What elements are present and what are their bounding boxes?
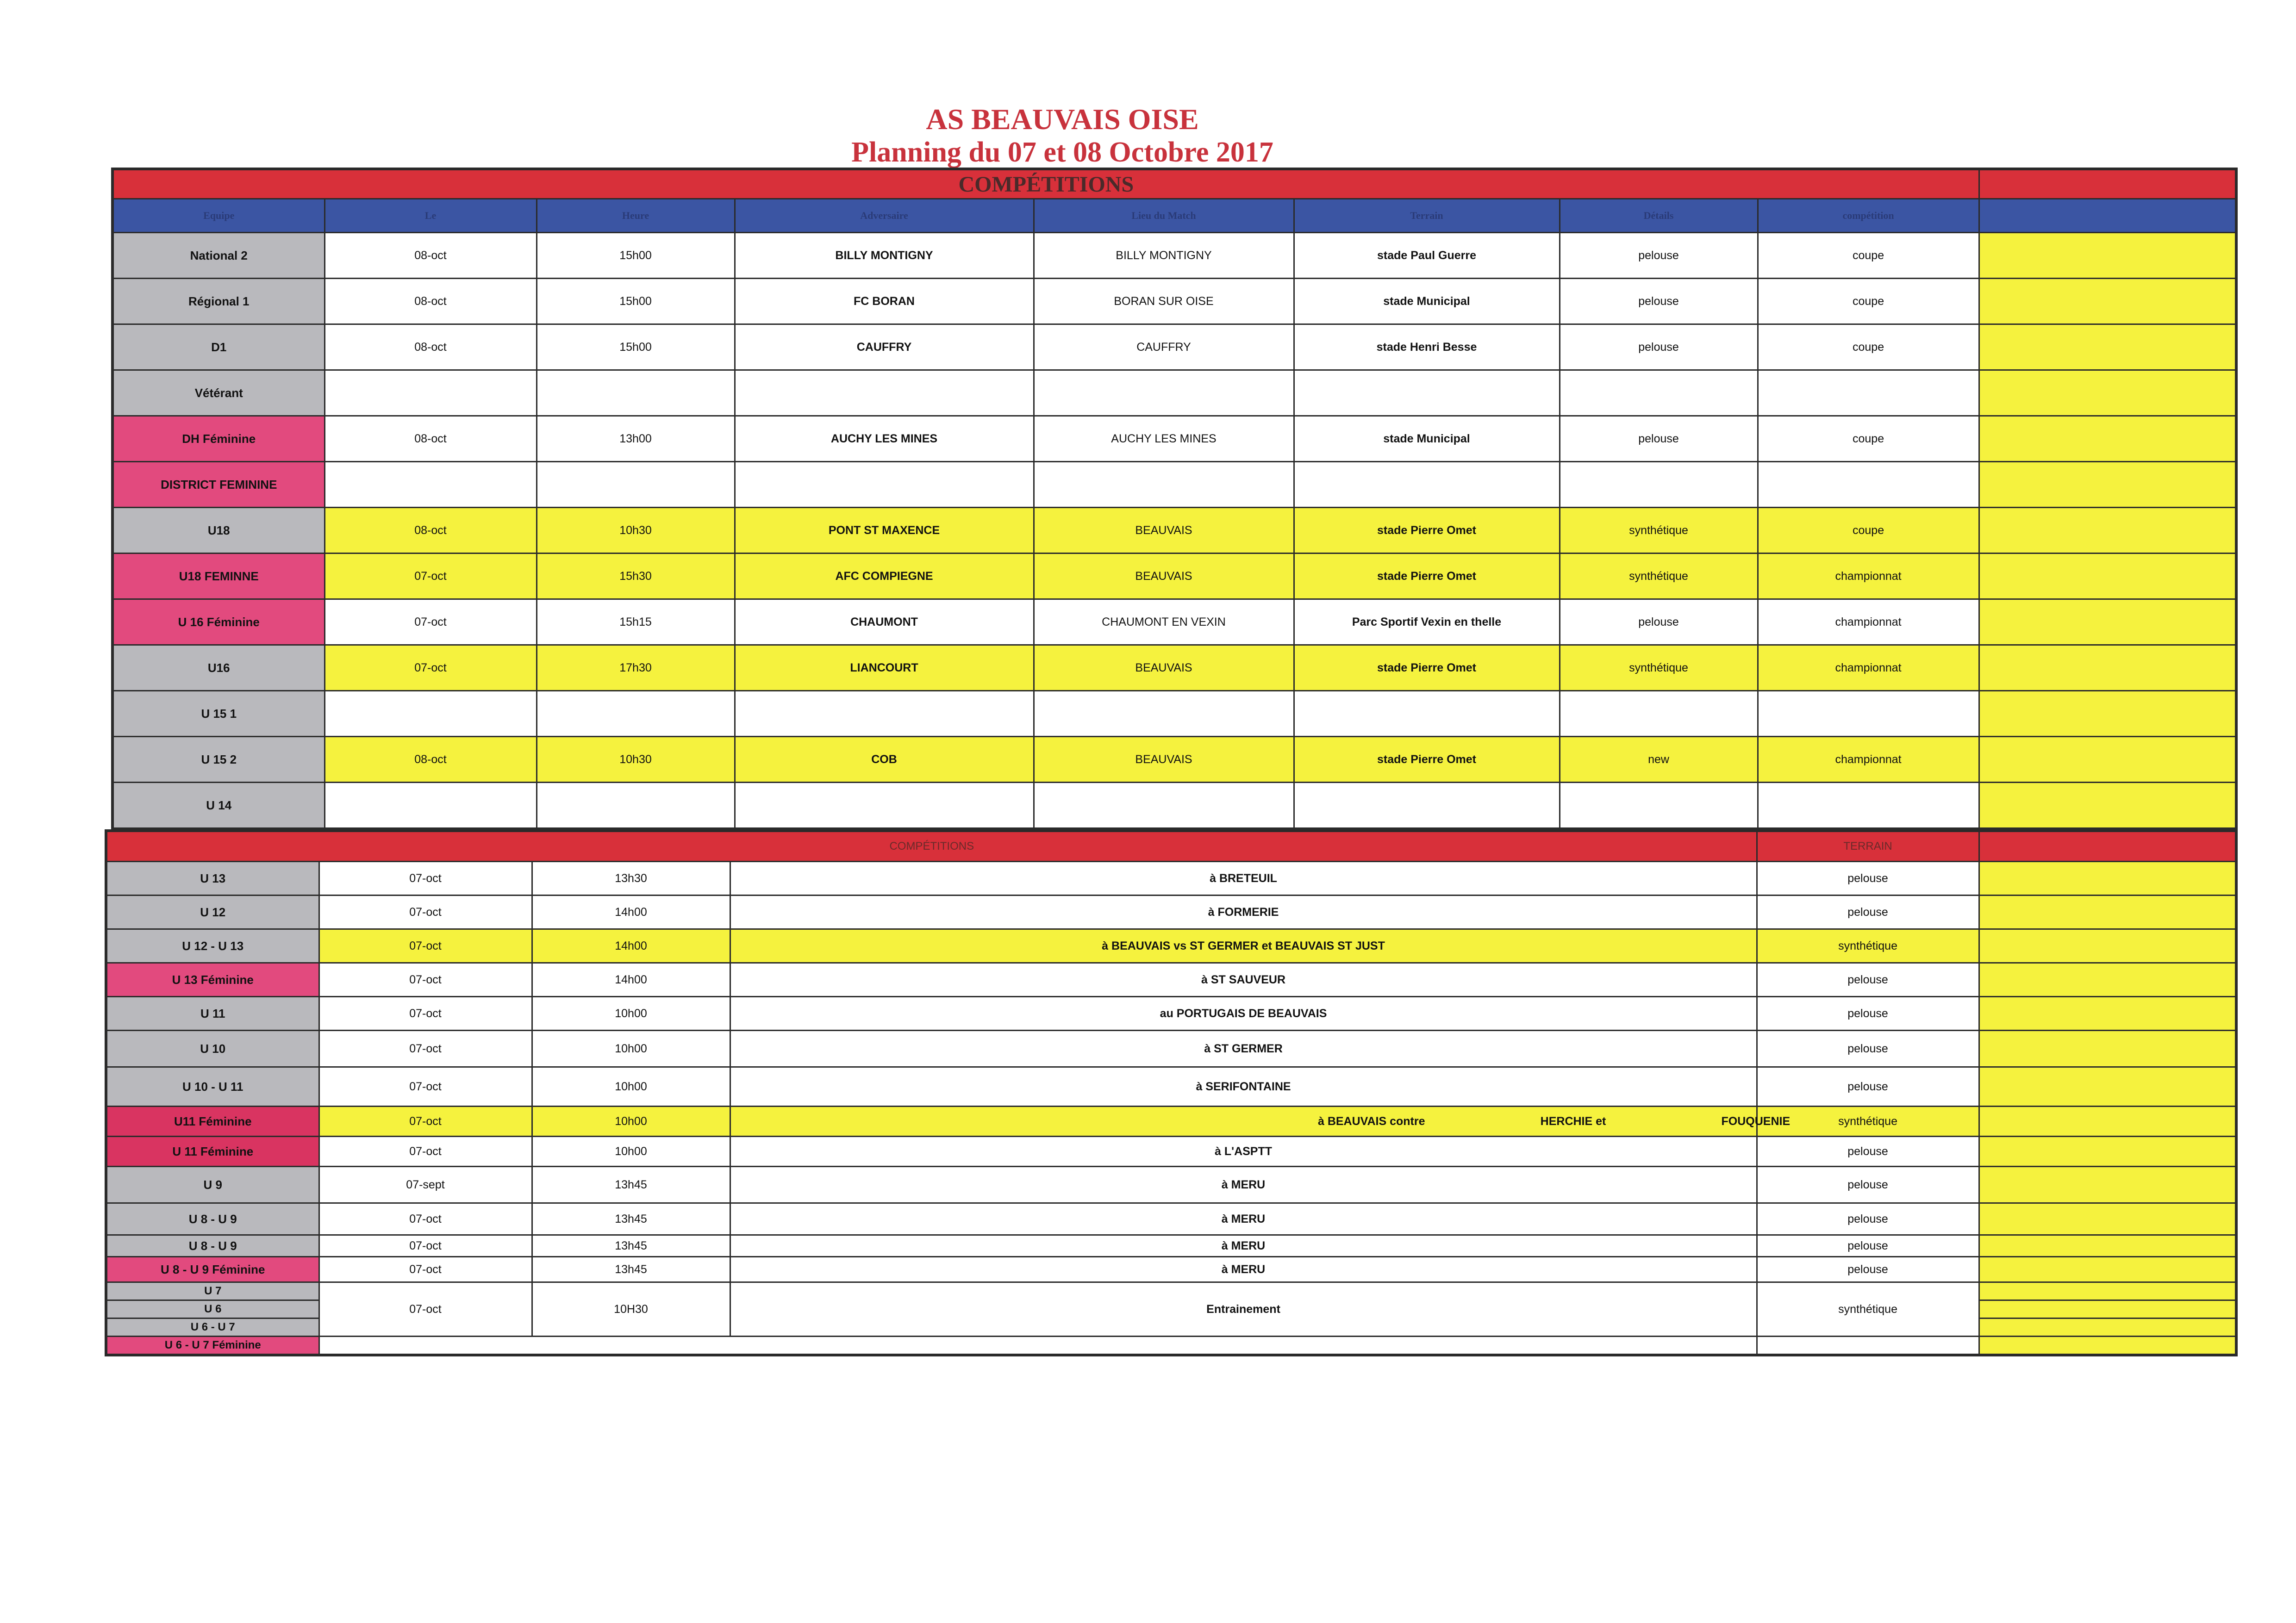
team-cell: U 10: [106, 1031, 319, 1067]
activity-row: [106, 929, 2236, 963]
competition-cell: coupe: [1758, 324, 1979, 370]
time-cell: 13h30: [532, 862, 730, 895]
info-part-1: à BEAUVAIS contre: [1317, 1114, 1425, 1128]
field-cell: stade Paul Guerre: [1294, 233, 1560, 279]
time-cell: 15h00: [537, 233, 735, 279]
opponent-cell: AFC COMPIEGNE: [735, 553, 1034, 599]
terrain-cell: pelouse: [1757, 1257, 1979, 1282]
highlight-cell: [1979, 324, 2236, 370]
info-cell: à SERIFONTAINE: [730, 1067, 1757, 1107]
match-row: [112, 783, 2236, 829]
opponent-cell: LIANCOURT: [735, 645, 1034, 691]
opponent-cell: BILLY MONTIGNY: [735, 233, 1034, 279]
team-cell: U 11: [106, 997, 319, 1031]
detail-cell: synthétique: [1560, 645, 1758, 691]
time-cell: 10h00: [532, 997, 730, 1031]
team-cell: DH Féminine: [112, 416, 324, 462]
team-cell: DISTRICT FEMININE: [112, 462, 324, 508]
info-cell: à L'ASPTT: [730, 1137, 1757, 1167]
place-cell: BEAUVAIS: [1034, 645, 1294, 691]
time-cell: 14h00: [532, 963, 730, 997]
activity-row: [106, 997, 2236, 1031]
date-cell: 07-oct: [324, 553, 537, 599]
competition-cell: championnat: [1758, 599, 1979, 645]
time-cell: 10H30: [532, 1282, 730, 1337]
col-header-competition: compétition: [1758, 199, 1979, 233]
highlight-cell: [1979, 1137, 2236, 1167]
team-cell: U 12 - U 13: [106, 929, 319, 963]
match-row: [112, 691, 2236, 737]
date-cell: [324, 370, 537, 416]
date-cell: 07-oct: [324, 599, 537, 645]
place-cell: [1034, 783, 1294, 829]
date-cell: 07-oct: [319, 895, 532, 929]
highlight-cell: [1979, 1203, 2236, 1235]
highlight-cell: [1979, 737, 2236, 783]
col-header-time: Heure: [537, 199, 735, 233]
highlight-cell: [1979, 599, 2236, 645]
date-cell: 07-sept: [319, 1167, 532, 1203]
terrain-cell: synthétique: [1757, 1107, 1979, 1137]
time-cell: 15h15: [537, 599, 735, 645]
field-cell: stade Henri Besse: [1294, 324, 1560, 370]
match-row: [112, 416, 2236, 462]
team-cell: Régional 1: [112, 279, 324, 324]
highlight-cell: [1979, 862, 2236, 895]
section2-title: COMPÉTITIONS: [106, 831, 1757, 862]
field-cell: stade Pierre Omet: [1294, 508, 1560, 553]
detail-cell: new: [1560, 737, 1758, 783]
terrain-cell: pelouse: [1757, 1235, 1979, 1257]
team-cell: U 13: [106, 862, 319, 895]
activity-row: [106, 1031, 2236, 1067]
info-cell: à MERU: [730, 1167, 1757, 1203]
time-cell: 13h45: [532, 1203, 730, 1235]
detail-cell: synthétique: [1560, 508, 1758, 553]
terrain-cell: pelouse: [1757, 1137, 1979, 1167]
team-cell: U 8 - U 9: [106, 1235, 319, 1257]
match-row: [112, 279, 2236, 324]
empty-cell: [319, 1337, 1757, 1356]
date-cell: 07-oct: [324, 645, 537, 691]
time-cell: 10h00: [532, 1107, 730, 1137]
date-cell: 07-oct: [319, 963, 532, 997]
date-cell: [324, 691, 537, 737]
date-cell: 08-oct: [324, 416, 537, 462]
field-cell: [1294, 462, 1560, 508]
competition-cell: coupe: [1758, 233, 1979, 279]
competition-cell: [1758, 462, 1979, 508]
opponent-cell: CAUFFRY: [735, 324, 1034, 370]
time-cell: [537, 691, 735, 737]
time-cell: 17h30: [537, 645, 735, 691]
activity-row: [106, 1203, 2236, 1235]
highlight-cell: [1979, 416, 2236, 462]
activity-row: [106, 1067, 2236, 1107]
info-cell: à BRETEUIL: [730, 862, 1757, 895]
info-part-2: HERCHIE et: [1540, 1114, 1606, 1128]
competition-cell: [1758, 370, 1979, 416]
team-cell: U 16 Féminine: [112, 599, 324, 645]
place-cell: BORAN SUR OISE: [1034, 279, 1294, 324]
activity-row: [106, 1257, 2236, 1282]
opponent-cell: COB: [735, 737, 1034, 783]
terrain-header: TERRAIN: [1757, 831, 1979, 862]
time-cell: 10h00: [532, 1031, 730, 1067]
detail-cell: [1560, 462, 1758, 508]
opponent-cell: [735, 462, 1034, 508]
date-cell: 07-oct: [319, 1031, 532, 1067]
date-cell: 07-oct: [319, 1107, 532, 1137]
highlight-cell: [1979, 1235, 2236, 1257]
highlight-cell: [1979, 1257, 2236, 1282]
info-cell: à MERU: [730, 1257, 1757, 1282]
activity-row: [106, 1235, 2236, 1257]
date-cell: [324, 783, 537, 829]
date-cell: 07-oct: [319, 997, 532, 1031]
team-cell: U 6 - U 7: [106, 1318, 319, 1337]
place-cell: AUCHY LES MINES: [1034, 416, 1294, 462]
highlight-cell: [1979, 1107, 2236, 1137]
terrain-cell: pelouse: [1757, 997, 1979, 1031]
detail-cell: synthétique: [1560, 553, 1758, 599]
date-cell: 07-oct: [319, 1257, 532, 1282]
match-row: [112, 324, 2236, 370]
highlight-cell: [1979, 508, 2236, 553]
date-cell: 08-oct: [324, 233, 537, 279]
field-cell: [1294, 691, 1560, 737]
info-cell: à MERU: [730, 1203, 1757, 1235]
date-cell: 08-oct: [324, 279, 537, 324]
team-cell: U 14: [112, 783, 324, 829]
terrain-cell: pelouse: [1757, 963, 1979, 997]
highlight-cell: [1979, 963, 2236, 997]
field-cell: [1294, 783, 1560, 829]
date-cell: 08-oct: [324, 737, 537, 783]
activity-row: [106, 862, 2236, 895]
activity-row: [106, 963, 2236, 997]
info-cell: à BEAUVAIS vs ST GERMER et BEAUVAIS ST JUST: [730, 929, 1757, 963]
col-header-field: Terrain: [1294, 199, 1560, 233]
highlight-cell: [1979, 462, 2236, 508]
info-cell: à MERU: [730, 1235, 1757, 1257]
team-cell: U 10 - U 11: [106, 1067, 319, 1107]
time-cell: 14h00: [532, 895, 730, 929]
detail-cell: pelouse: [1560, 324, 1758, 370]
match-row: [112, 645, 2236, 691]
detail-cell: [1560, 691, 1758, 737]
col-header-team: Equipe: [112, 199, 324, 233]
team-cell: U 8 - U 9: [106, 1203, 319, 1235]
col-header-extra: [1979, 199, 2236, 233]
terrain-cell: pelouse: [1757, 895, 1979, 929]
info-part-3: FOUQUENIE: [1721, 1114, 1791, 1128]
detail-cell: pelouse: [1560, 233, 1758, 279]
highlight-cell: [1979, 691, 2236, 737]
opponent-cell: PONT ST MAXENCE: [735, 508, 1034, 553]
match-row: [112, 462, 2236, 508]
info-cell: au PORTUGAIS DE BEAUVAIS: [730, 997, 1757, 1031]
page-header: [0, 103, 2296, 168]
team-cell: U 6 - U 7 Féminine: [106, 1337, 319, 1356]
place-cell: BEAUVAIS: [1034, 508, 1294, 553]
date-cell: 07-oct: [319, 1137, 532, 1167]
team-cell: D1: [112, 324, 324, 370]
info-cell: à FORMERIE: [730, 895, 1757, 929]
col-header-detail: Détails: [1560, 199, 1758, 233]
time-cell: 15h00: [537, 324, 735, 370]
highlight-cell: [1979, 370, 2236, 416]
match-row: [112, 370, 2236, 416]
terrain-cell: synthétique: [1757, 1282, 1979, 1337]
opponent-cell: FC BORAN: [735, 279, 1034, 324]
highlight-cell: [1979, 929, 2236, 963]
team-cell: U 9: [106, 1167, 319, 1203]
time-cell: 13h00: [537, 416, 735, 462]
highlight-cell: [1979, 279, 2236, 324]
team-cell: U 12: [106, 895, 319, 929]
detail-cell: pelouse: [1560, 279, 1758, 324]
detail-cell: [1560, 783, 1758, 829]
section-title-row: [112, 169, 2236, 199]
highlight-cell: [1979, 895, 2236, 929]
terrain-cell: synthétique: [1757, 929, 1979, 963]
time-cell: 14h00: [532, 929, 730, 963]
highlight-cell: [1979, 783, 2236, 829]
team-cell: U 15 1: [112, 691, 324, 737]
col-header-opponent: Adversaire: [735, 199, 1034, 233]
field-cell: Parc Sportif Vexin en thelle: [1294, 599, 1560, 645]
youth-competitions-table: [105, 829, 2238, 1356]
place-cell: CHAUMONT EN VEXIN: [1034, 599, 1294, 645]
date-cell: 07-oct: [319, 1203, 532, 1235]
place-cell: CAUFFRY: [1034, 324, 1294, 370]
column-header-row: [112, 199, 2236, 233]
time-cell: 10h00: [532, 1137, 730, 1167]
date-cell: [324, 462, 537, 508]
activity-row: [106, 1107, 2236, 1137]
team-cell: U 11 Féminine: [106, 1137, 319, 1167]
section-title: COMPÉTITIONS: [112, 169, 1979, 199]
group-row: [106, 1337, 2236, 1356]
date-cell: 08-oct: [324, 508, 537, 553]
time-cell: [537, 370, 735, 416]
page-subtitle: Planning du 07 et 08 Octobre 2017: [851, 137, 1273, 168]
place-cell: [1034, 691, 1294, 737]
time-cell: 15h30: [537, 553, 735, 599]
terrain-cell: pelouse: [1757, 1167, 1979, 1203]
field-cell: stade Pierre Omet: [1294, 645, 1560, 691]
competition-cell: [1758, 691, 1979, 737]
detail-cell: pelouse: [1560, 416, 1758, 462]
opponent-cell: AUCHY LES MINES: [735, 416, 1034, 462]
date-cell: 07-oct: [319, 1235, 532, 1257]
team-cell: U16: [112, 645, 324, 691]
match-row: [112, 599, 2236, 645]
competition-cell: coupe: [1758, 279, 1979, 324]
competition-cell: [1758, 783, 1979, 829]
place-cell: BEAUVAIS: [1034, 553, 1294, 599]
info-cell: Entrainement: [730, 1282, 1757, 1337]
date-cell: 08-oct: [324, 324, 537, 370]
competition-cell: championnat: [1758, 737, 1979, 783]
opponent-cell: [735, 783, 1034, 829]
highlight-cell: [1979, 1318, 2236, 1337]
activity-row: [106, 895, 2236, 929]
place-cell: [1034, 462, 1294, 508]
place-cell: BILLY MONTIGNY: [1034, 233, 1294, 279]
time-cell: 13h45: [532, 1257, 730, 1282]
time-cell: 13h45: [532, 1235, 730, 1257]
field-cell: stade Pierre Omet: [1294, 553, 1560, 599]
team-cell: U11 Féminine: [106, 1107, 319, 1137]
group-row: [106, 1282, 2236, 1300]
competition-cell: coupe: [1758, 508, 1979, 553]
field-cell: [1294, 370, 1560, 416]
col-header-date: Le: [324, 199, 537, 233]
terrain-cell: pelouse: [1757, 1203, 1979, 1235]
info-cell: [730, 1107, 1791, 1137]
highlight-cell: [1979, 645, 2236, 691]
opponent-cell: CHAUMONT: [735, 599, 1034, 645]
date-cell: 07-oct: [319, 929, 532, 963]
team-cell: U18: [112, 508, 324, 553]
field-cell: stade Pierre Omet: [1294, 737, 1560, 783]
date-cell: 07-oct: [319, 1067, 532, 1107]
team-cell: U18 FEMINNE: [112, 553, 324, 599]
match-row: [112, 737, 2236, 783]
highlight-cell: [1979, 1067, 2236, 1107]
empty-cell: [1757, 1337, 1979, 1356]
match-row: [112, 508, 2236, 553]
highlight-cell: [1979, 553, 2236, 599]
date-cell: 07-oct: [319, 1282, 532, 1337]
field-cell: stade Municipal: [1294, 416, 1560, 462]
section2-title-row: [106, 831, 2236, 862]
time-cell: [537, 783, 735, 829]
col-header-place: Lieu du Match: [1034, 199, 1294, 233]
info-cell: à ST GERMER: [730, 1031, 1757, 1067]
page-title: AS BEAUVAIS OISE: [926, 103, 1199, 136]
detail-cell: [1560, 370, 1758, 416]
highlight-cell: [1979, 1300, 2236, 1318]
team-cell: U 8 - U 9 Féminine: [106, 1257, 319, 1282]
highlight-cell: [1979, 997, 2236, 1031]
terrain-cell: pelouse: [1757, 862, 1979, 895]
opponent-cell: [735, 370, 1034, 416]
place-cell: [1034, 370, 1294, 416]
opponent-cell: [735, 691, 1034, 737]
competition-cell: championnat: [1758, 645, 1979, 691]
team-cell: National 2: [112, 233, 324, 279]
highlight-cell: [1979, 1337, 2236, 1356]
time-cell: 10h00: [532, 1067, 730, 1107]
activity-row: [106, 1167, 2236, 1203]
highlight-cell: [1979, 1167, 2236, 1203]
time-cell: [537, 462, 735, 508]
match-row: [112, 553, 2236, 599]
activity-row: [106, 1137, 2236, 1167]
field-cell: stade Municipal: [1294, 279, 1560, 324]
time-cell: 10h30: [537, 737, 735, 783]
time-cell: 13h45: [532, 1167, 730, 1203]
extra-cell: [1979, 831, 2236, 862]
terrain-cell: pelouse: [1757, 1031, 1979, 1067]
competition-cell: coupe: [1758, 416, 1979, 462]
team-cell: U 6: [106, 1300, 319, 1318]
highlight-cell: [1979, 233, 2236, 279]
match-row: [112, 233, 2236, 279]
team-cell: U 15 2: [112, 737, 324, 783]
competition-cell: championnat: [1758, 553, 1979, 599]
competitions-table: [111, 168, 2238, 830]
date-cell: 07-oct: [319, 862, 532, 895]
place-cell: BEAUVAIS: [1034, 737, 1294, 783]
detail-cell: pelouse: [1560, 599, 1758, 645]
info-cell: à ST SAUVEUR: [730, 963, 1757, 997]
highlight-cell: [1979, 1031, 2236, 1067]
extra-cell: [1979, 169, 2236, 199]
team-cell: U 7: [106, 1282, 319, 1300]
team-cell: Vétérant: [112, 370, 324, 416]
terrain-cell: pelouse: [1757, 1067, 1979, 1107]
team-cell: U 13 Féminine: [106, 963, 319, 997]
highlight-cell: [1979, 1282, 2236, 1300]
time-cell: 15h00: [537, 279, 735, 324]
time-cell: 10h30: [537, 508, 735, 553]
